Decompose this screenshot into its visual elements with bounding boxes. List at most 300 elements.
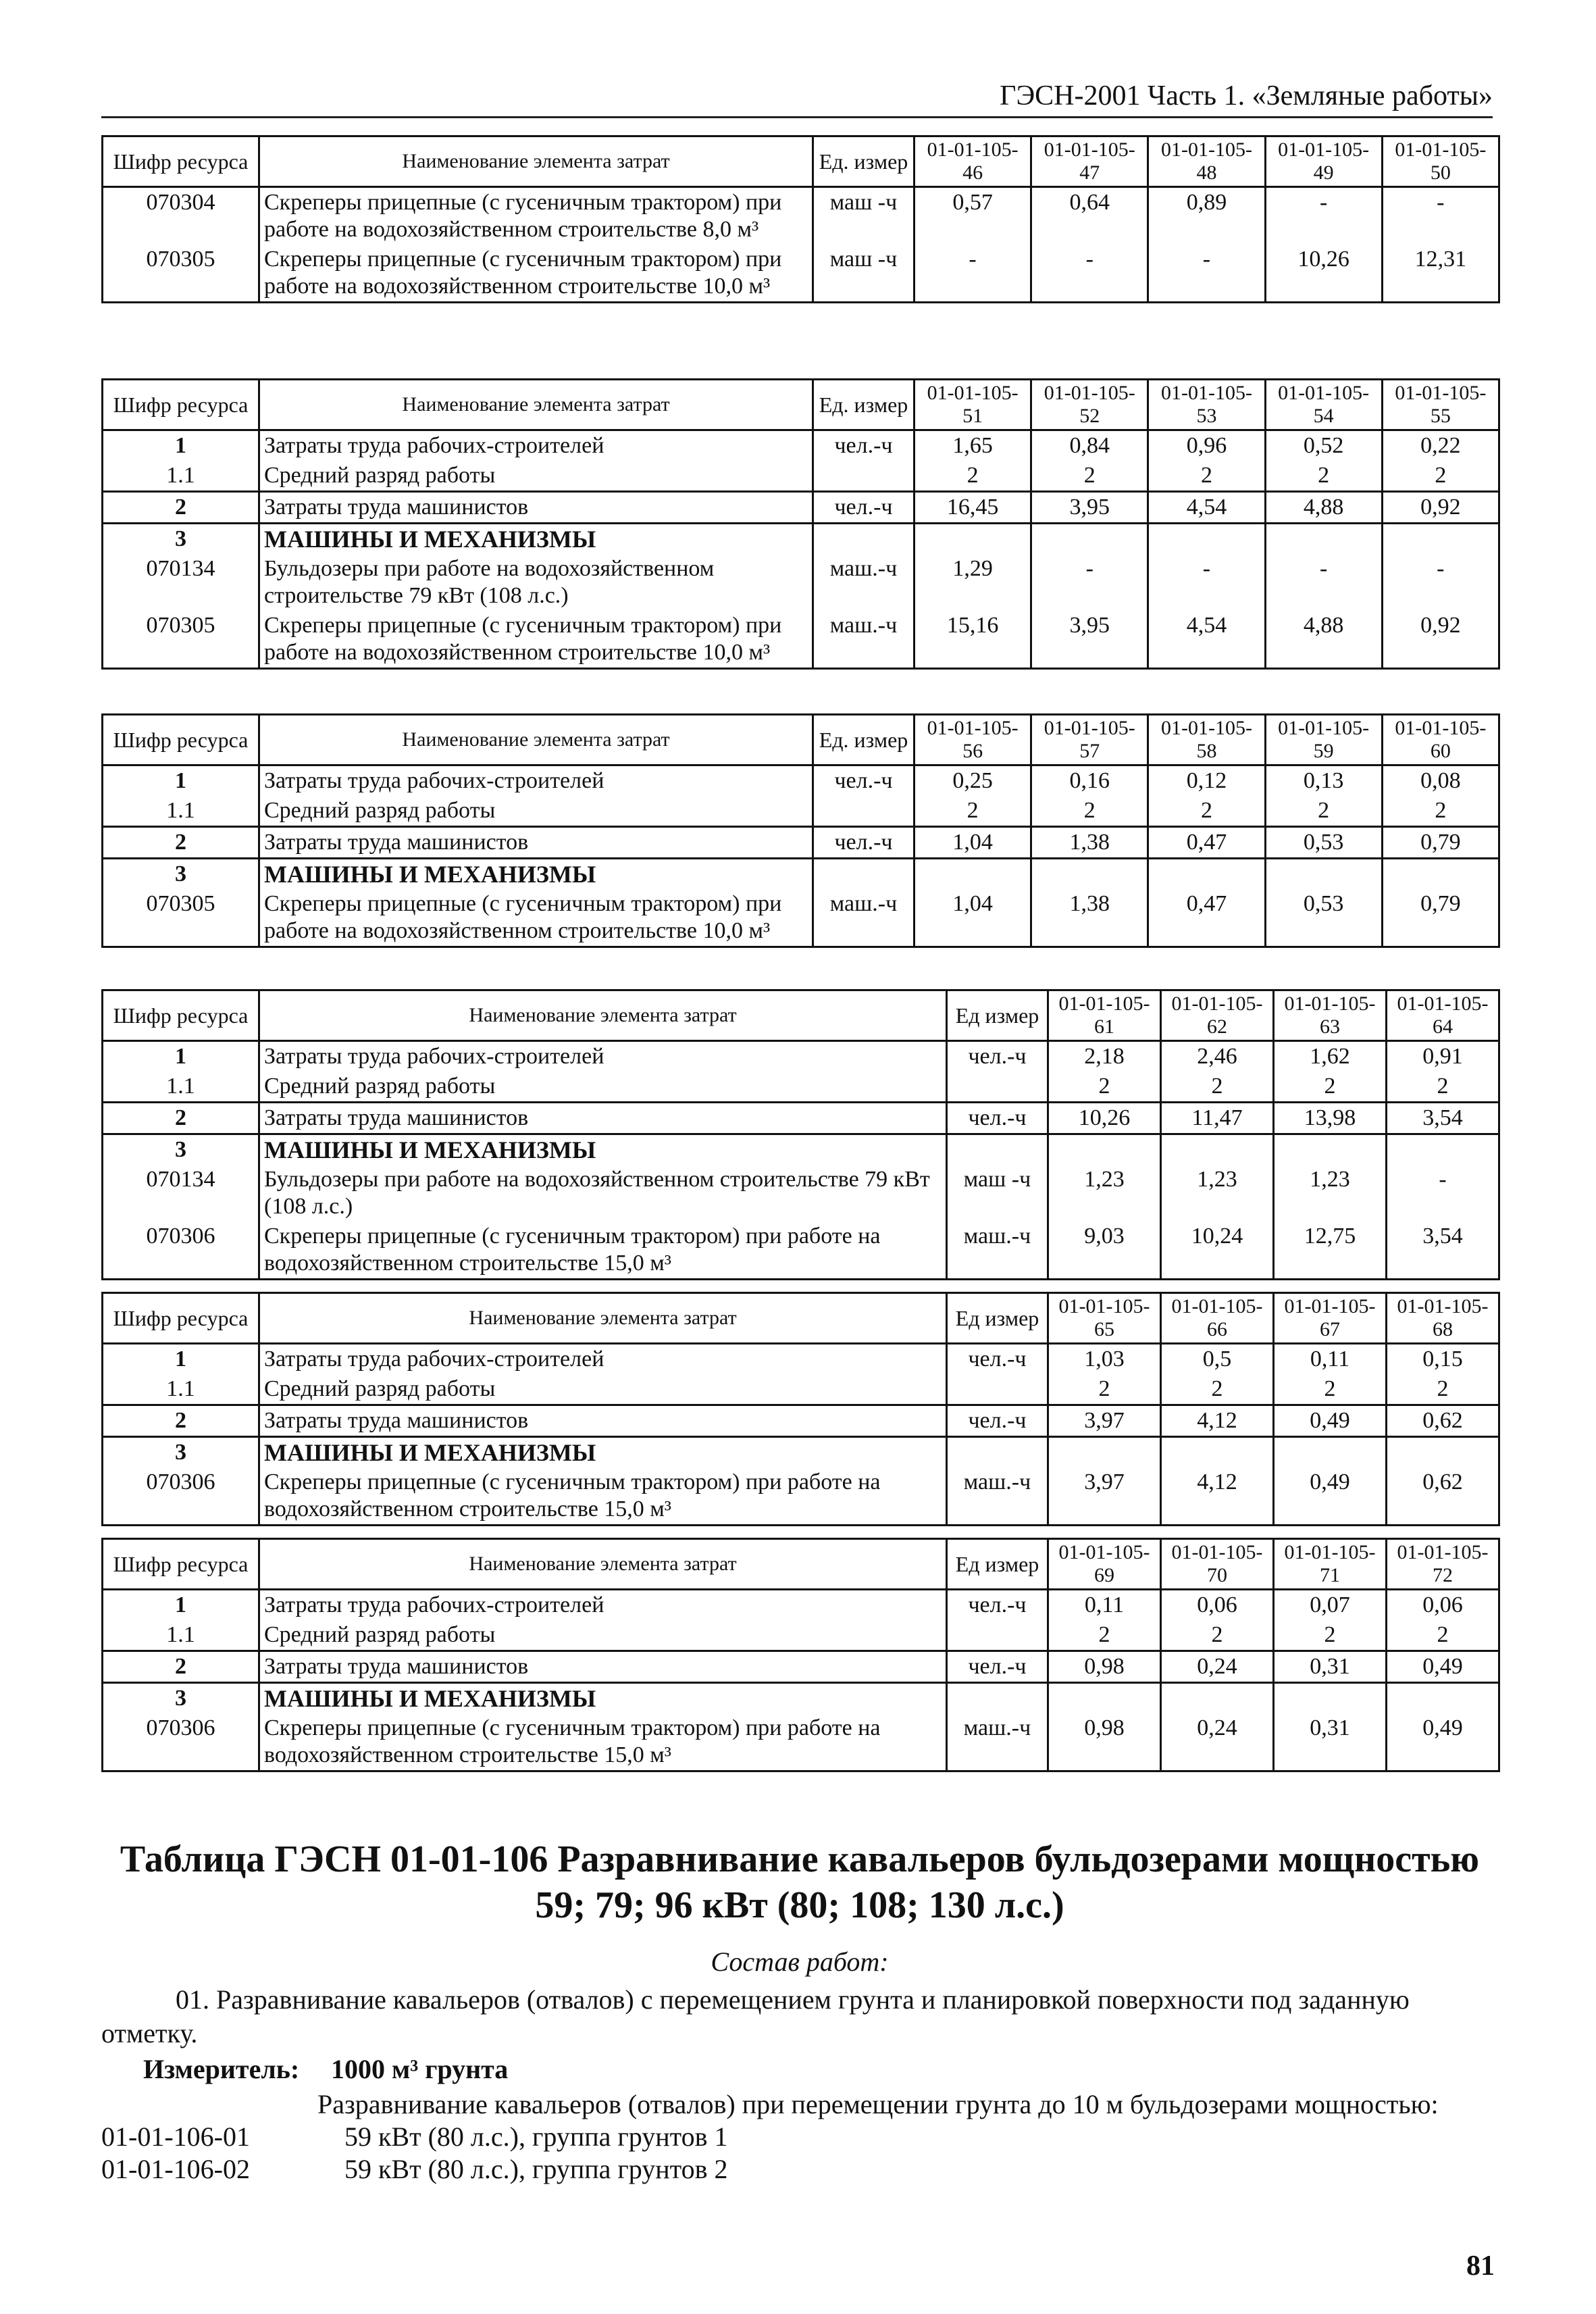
header-norm-code: 01-01-105-67	[1274, 1293, 1387, 1344]
norm-value	[1031, 859, 1148, 890]
section-title: Таблица ГЭСН 01-01-106 Разравнивание кавальеров бульдозерами мощностью 59; 79; 96 кВт (80; 108; 130 л.с.)	[120, 1838, 1480, 1926]
norm-value: 2,18	[1048, 1041, 1161, 1072]
norm-value: 0,47	[1148, 827, 1265, 859]
norm-value: 3,95	[1031, 492, 1148, 524]
table-row	[103, 1651, 1499, 1683]
norm-value: 2	[1048, 1072, 1161, 1103]
resource-table-4	[101, 989, 1500, 1280]
resource-code: 070134	[103, 1165, 259, 1222]
cost-element-name: Средний разряд работы	[259, 796, 813, 827]
resource-code: 3	[103, 859, 259, 890]
norm-value: 0,96	[1148, 430, 1265, 461]
norm-value	[1161, 1134, 1274, 1165]
cost-element-name: МАШИНЫ И МЕХАНИЗМЫ	[259, 859, 813, 890]
norm-value: 3,97	[1048, 1467, 1161, 1526]
measure-label: Измеритель:	[143, 2054, 300, 2084]
table-header-row	[103, 990, 1499, 1041]
norm-value: 0,52	[1265, 430, 1382, 461]
norm-value: 4,12	[1161, 1405, 1274, 1437]
item-code: 01-01-106-02	[101, 2154, 250, 2184]
resource-table-6	[101, 1538, 1500, 1772]
composition-title: Состав работ:	[711, 1946, 889, 1977]
norm-value: 4,54	[1148, 492, 1265, 524]
table-row	[103, 859, 1499, 890]
header-norm-code: 01-01-105-71	[1274, 1539, 1387, 1590]
norm-value: 3,54	[1387, 1222, 1499, 1280]
cost-element-name: Затраты труда машинистов	[259, 1103, 947, 1134]
unit	[813, 524, 915, 555]
unit: чел.-ч	[947, 1590, 1048, 1621]
norm-value: 1,38	[1031, 827, 1148, 859]
header-name: Наименование элемента затрат	[259, 1293, 947, 1344]
norm-value: 0,12	[1148, 765, 1265, 797]
norm-value	[1148, 859, 1265, 890]
unit	[947, 1374, 1048, 1405]
norm-value: 2	[1274, 1072, 1387, 1103]
header-code: Шифр ресурса	[103, 1293, 259, 1344]
norm-value: 0,53	[1265, 889, 1382, 947]
cost-element-name: Скреперы прицепные (с гусеничным трактором) при работе на водохозяйственном строительстве 15,0 м³	[259, 1467, 947, 1526]
item-text: 59 кВт (80 л.с.), группа грунтов 1	[344, 2121, 728, 2152]
norm-value: 0,91	[1387, 1041, 1499, 1072]
header-code: Шифр ресурса	[103, 1539, 259, 1590]
unit	[813, 859, 915, 890]
norm-value: 0,24	[1161, 1713, 1274, 1771]
unit: чел.-ч	[947, 1041, 1048, 1072]
table-header-row	[103, 1539, 1499, 1590]
table-row	[103, 1620, 1499, 1651]
header-norm-code: 01-01-105-58	[1148, 715, 1265, 765]
norm-value: 0,5	[1161, 1344, 1274, 1375]
norm-value: 2	[1387, 1072, 1499, 1103]
norm-value: 4,88	[1265, 492, 1382, 524]
unit: маш.-ч	[813, 611, 915, 669]
cost-element-name: Затраты труда рабочих-строителей	[259, 1344, 947, 1375]
resource-table-5	[101, 1292, 1500, 1526]
table-row	[103, 1165, 1499, 1222]
table-row	[103, 492, 1499, 524]
cost-element-name: Затраты труда рабочих-строителей	[259, 1590, 947, 1621]
norm-value: 2	[1161, 1374, 1274, 1405]
norm-value: 0,07	[1274, 1590, 1387, 1621]
cost-element-name: Затраты труда машинистов	[259, 492, 813, 524]
unit: маш -ч	[813, 245, 915, 303]
table-row	[103, 765, 1499, 797]
unit	[813, 796, 915, 827]
norm-value	[1265, 524, 1382, 555]
norm-value: 11,47	[1161, 1103, 1274, 1134]
norm-value	[1274, 1437, 1387, 1468]
resource-code: 3	[103, 524, 259, 555]
unit	[947, 1620, 1048, 1651]
unit: маш.-ч	[813, 554, 915, 611]
unit: чел.-ч	[947, 1103, 1048, 1134]
table-row	[103, 245, 1499, 303]
resource-table-1	[101, 135, 1500, 303]
norm-value: 0,11	[1274, 1344, 1387, 1375]
cost-element-name: Скреперы прицепные (с гусеничным трактором) при работе на водохозяйственном строительстве 8,0 м³	[259, 187, 813, 245]
header-norm-code: 01-01-105-49	[1265, 136, 1382, 187]
norm-value: 2	[1031, 461, 1148, 492]
norm-value: 0,53	[1265, 827, 1382, 859]
table-row	[103, 1437, 1499, 1468]
norm-value: 0,92	[1382, 611, 1499, 669]
table-row	[103, 1072, 1499, 1103]
cost-element-name: Средний разряд работы	[259, 1072, 947, 1103]
cost-element-name: Скреперы прицепные (с гусеничным трактором) при работе на водохозяйственном строительстве 15,0 м³	[259, 1713, 947, 1771]
norm-value: 0,98	[1048, 1713, 1161, 1771]
norm-value: 2	[1265, 461, 1382, 492]
header-norm-code: 01-01-105-56	[915, 715, 1031, 765]
norm-value: 1,23	[1048, 1165, 1161, 1222]
norm-value: 2	[1161, 1620, 1274, 1651]
norm-value: 0,47	[1148, 889, 1265, 947]
cost-element-name: Затраты труда рабочих-строителей	[259, 430, 813, 461]
norm-value: -	[1148, 245, 1265, 303]
measure-value: 1000 м³ грунта	[331, 2054, 509, 2084]
cost-element-name: МАШИНЫ И МЕХАНИЗМЫ	[259, 524, 813, 555]
header-code: Шифр ресурса	[103, 380, 259, 430]
header-norm-code: 01-01-105-60	[1382, 715, 1499, 765]
norm-value: 0,31	[1274, 1651, 1387, 1683]
norm-value	[1161, 1683, 1274, 1714]
unit: чел.-ч	[813, 827, 915, 859]
norm-value: 3,97	[1048, 1405, 1161, 1437]
unit: маш.-ч	[813, 889, 915, 947]
norm-value	[1265, 859, 1382, 890]
composition-item: 01. Разравнивание кавальеров (отвалов) с перемещением грунта и планировкой поверхности под заданную отметку.	[101, 1984, 1410, 2048]
unit: маш -ч	[813, 187, 915, 245]
cost-element-name: МАШИНЫ И МЕХАНИЗМЫ	[259, 1134, 947, 1165]
header-norm-code: 01-01-105-62	[1161, 990, 1274, 1041]
header-name: Наименование элемента затрат	[259, 715, 813, 765]
resource-code: 1.1	[103, 1072, 259, 1103]
header-norm-code: 01-01-105-55	[1382, 380, 1499, 430]
cost-element-name: Затраты труда рабочих-строителей	[259, 1041, 947, 1072]
table-row	[103, 554, 1499, 611]
table-row	[103, 187, 1499, 245]
table-row	[103, 1374, 1499, 1405]
unit: чел.-ч	[947, 1344, 1048, 1375]
norm-value: 10,26	[1265, 245, 1382, 303]
resource-code: 070305	[103, 245, 259, 303]
norm-value: 2	[1048, 1374, 1161, 1405]
header-unit: Ед. измер	[813, 136, 915, 187]
header-norm-code: 01-01-105-50	[1382, 136, 1499, 187]
resource-code: 1	[103, 430, 259, 461]
resource-code: 3	[103, 1683, 259, 1714]
table-header-row	[103, 380, 1499, 430]
header-norm-code: 01-01-105-69	[1048, 1539, 1161, 1590]
norm-value	[1161, 1437, 1274, 1468]
resource-code: 070306	[103, 1222, 259, 1280]
norm-value: 0,62	[1387, 1467, 1499, 1526]
norm-value: 4,12	[1161, 1467, 1274, 1526]
norm-value: 0,22	[1382, 430, 1499, 461]
header-norm-code: 01-01-105-66	[1161, 1293, 1274, 1344]
norm-value: 0,79	[1382, 889, 1499, 947]
table-header-row	[103, 1293, 1499, 1344]
header-code: Шифр ресурса	[103, 715, 259, 765]
header-norm-code: 01-01-105-53	[1148, 380, 1265, 430]
norm-value: 1,23	[1274, 1165, 1387, 1222]
header-norm-code: 01-01-105-61	[1048, 990, 1161, 1041]
norm-value: -	[915, 245, 1031, 303]
table-row	[103, 889, 1499, 947]
resource-code: 1.1	[103, 1374, 259, 1405]
table-row	[103, 1590, 1499, 1621]
table-header-row	[103, 715, 1499, 765]
resource-code: 070134	[103, 554, 259, 611]
norm-value: 2	[915, 461, 1031, 492]
resource-code: 070304	[103, 187, 259, 245]
resource-code: 1	[103, 765, 259, 797]
table-row	[103, 1103, 1499, 1134]
norm-value: 9,03	[1048, 1222, 1161, 1280]
table-row	[103, 796, 1499, 827]
cost-element-name: Средний разряд работы	[259, 1374, 947, 1405]
norm-value: 0,49	[1274, 1405, 1387, 1437]
norm-value: 0,13	[1265, 765, 1382, 797]
norm-value	[1382, 859, 1499, 890]
norm-value: -	[1387, 1165, 1499, 1222]
norm-value	[1148, 524, 1265, 555]
norm-value	[1048, 1437, 1161, 1468]
resource-code: 3	[103, 1134, 259, 1165]
header-unit: Ед измер	[947, 1293, 1048, 1344]
norm-value: 2	[1382, 461, 1499, 492]
norm-value	[1031, 524, 1148, 555]
norm-value: 2,46	[1161, 1041, 1274, 1072]
norm-value	[1048, 1683, 1161, 1714]
cost-element-name: Скреперы прицепные (с гусеничным трактором) при работе на водохозяйственном строительстве 10,0 м³	[259, 245, 813, 303]
norm-value: 0,16	[1031, 765, 1148, 797]
header-norm-code: 01-01-105-65	[1048, 1293, 1161, 1344]
resource-code: 1.1	[103, 796, 259, 827]
norm-value: 2	[1148, 461, 1265, 492]
table-row	[103, 524, 1499, 555]
norm-value: 16,45	[915, 492, 1031, 524]
header-code: Шифр ресурса	[103, 990, 259, 1041]
header-unit: Ед измер	[947, 1539, 1048, 1590]
header-name: Наименование элемента затрат	[259, 990, 947, 1041]
unit: чел.-ч	[813, 492, 915, 524]
resource-code: 070305	[103, 889, 259, 947]
unit: маш.-ч	[947, 1467, 1048, 1526]
resource-code: 070306	[103, 1713, 259, 1771]
header-name: Наименование элемента затрат	[259, 1539, 947, 1590]
norm-value: 0,57	[915, 187, 1031, 245]
header-norm-code: 01-01-105-46	[915, 136, 1031, 187]
header-norm-code: 01-01-105-70	[1161, 1539, 1274, 1590]
norm-value: 0,24	[1161, 1651, 1274, 1683]
header-unit: Ед. измер	[813, 380, 915, 430]
header-norm-code: 01-01-105-47	[1031, 136, 1148, 187]
norm-value: 0,64	[1031, 187, 1148, 245]
norm-value: 2	[1387, 1620, 1499, 1651]
norm-value: 0,49	[1387, 1651, 1499, 1683]
norm-value: 1,04	[915, 827, 1031, 859]
resource-code: 1.1	[103, 1620, 259, 1651]
norm-value: 0,31	[1274, 1713, 1387, 1771]
norm-value	[1274, 1134, 1387, 1165]
cost-element-name: Бульдозеры при работе на водохозяйственном строительстве 79 кВт (108 л.с.)	[259, 1165, 947, 1222]
cost-element-name: МАШИНЫ И МЕХАНИЗМЫ	[259, 1437, 947, 1468]
resource-code: 1	[103, 1590, 259, 1621]
header-norm-code: 01-01-105-52	[1031, 380, 1148, 430]
cost-element-name: Скреперы прицепные (с гусеничным трактором) при работе на водохозяйственном строительстве 15,0 м³	[259, 1222, 947, 1280]
norm-value: -	[1382, 187, 1499, 245]
table-row	[103, 827, 1499, 859]
table-row	[103, 1134, 1499, 1165]
header-name: Наименование элемента затрат	[259, 380, 813, 430]
cost-element-name: Затраты труда машинистов	[259, 1651, 947, 1683]
norm-value: 2	[1031, 796, 1148, 827]
norm-value: 1,04	[915, 889, 1031, 947]
header-unit: Ед измер	[947, 990, 1048, 1041]
norm-value: 0,08	[1382, 765, 1499, 797]
cost-element-name: Средний разряд работы	[259, 461, 813, 492]
norm-value: 0,89	[1148, 187, 1265, 245]
unit: чел.-ч	[947, 1405, 1048, 1437]
cost-element-name: Скреперы прицепные (с гусеничным трактором) при работе на водохозяйственном строительстве 10,0 м³	[259, 611, 813, 669]
norm-value: 1,38	[1031, 889, 1148, 947]
norm-value	[1382, 524, 1499, 555]
unit	[947, 1437, 1048, 1468]
norm-value: -	[1031, 245, 1148, 303]
norm-value	[1387, 1683, 1499, 1714]
unit: чел.-ч	[813, 430, 915, 461]
table-row	[103, 461, 1499, 492]
norm-value: 0,25	[915, 765, 1031, 797]
page-number: 81	[1466, 2250, 1495, 2282]
norm-value: 1,29	[915, 554, 1031, 611]
norm-value: 12,31	[1382, 245, 1499, 303]
norm-value: 2	[1161, 1072, 1274, 1103]
norm-value: 4,88	[1265, 611, 1382, 669]
norm-value: 2	[915, 796, 1031, 827]
unit	[947, 1134, 1048, 1165]
table-row	[103, 1405, 1499, 1437]
table-row	[103, 611, 1499, 669]
norm-value: 10,24	[1161, 1222, 1274, 1280]
norm-value: 2	[1387, 1374, 1499, 1405]
header-norm-code: 01-01-105-51	[915, 380, 1031, 430]
unit	[947, 1683, 1048, 1714]
item-code: 01-01-106-01	[101, 2121, 250, 2152]
norm-value: 12,75	[1274, 1222, 1387, 1280]
norm-value: 3,95	[1031, 611, 1148, 669]
norm-value	[1048, 1134, 1161, 1165]
norm-value	[915, 859, 1031, 890]
table-row	[103, 430, 1499, 461]
intro-text: Разравнивание кавальеров (отвалов) при перемещении грунта до 10 м бульдозерами мощностью:	[317, 2089, 1439, 2119]
table-row	[103, 1467, 1499, 1526]
norm-value: 0,49	[1387, 1713, 1499, 1771]
cost-element-name: МАШИНЫ И МЕХАНИЗМЫ	[259, 1683, 947, 1714]
resource-code: 070305	[103, 611, 259, 669]
running-header: ГЭСН-2001 Часть 1. «Земляные работы»	[101, 80, 1493, 118]
resource-code: 1.1	[103, 461, 259, 492]
resource-table-2	[101, 378, 1500, 670]
resource-code: 2	[103, 492, 259, 524]
norm-value: 13,98	[1274, 1103, 1387, 1134]
unit	[947, 1072, 1048, 1103]
norm-value: 2	[1048, 1620, 1161, 1651]
cost-element-name: Бульдозеры при работе на водохозяйственном строительстве 79 кВт (108 л.с.)	[259, 554, 813, 611]
resource-code: 2	[103, 827, 259, 859]
norm-value: 0,15	[1387, 1344, 1499, 1375]
norm-value: 0,11	[1048, 1590, 1161, 1621]
header-norm-code: 01-01-105-57	[1031, 715, 1148, 765]
norm-value: 10,26	[1048, 1103, 1161, 1134]
norm-value: 2	[1148, 796, 1265, 827]
header-norm-code: 01-01-105-64	[1387, 990, 1499, 1041]
table-row	[103, 1041, 1499, 1072]
header-norm-code: 01-01-105-68	[1387, 1293, 1499, 1344]
norm-value: 2	[1265, 796, 1382, 827]
norm-value	[915, 524, 1031, 555]
norm-value: 4,54	[1148, 611, 1265, 669]
norm-value: -	[1265, 187, 1382, 245]
norm-value: 0,06	[1161, 1590, 1274, 1621]
norm-value: 1,65	[915, 430, 1031, 461]
header-norm-code: 01-01-105-54	[1265, 380, 1382, 430]
norm-value	[1274, 1683, 1387, 1714]
table-row	[103, 1683, 1499, 1714]
resource-code: 2	[103, 1103, 259, 1134]
header-code: Шифр ресурса	[103, 136, 259, 187]
norm-value: 1,62	[1274, 1041, 1387, 1072]
norm-value	[1387, 1134, 1499, 1165]
unit: маш.-ч	[947, 1713, 1048, 1771]
table-row	[103, 1344, 1499, 1375]
norm-value: 0,92	[1382, 492, 1499, 524]
header-unit: Ед. измер	[813, 715, 915, 765]
norm-value: 1,03	[1048, 1344, 1161, 1375]
cost-element-name: Скреперы прицепные (с гусеничным трактором) при работе на водохозяйственном строительстве 10,0 м³	[259, 889, 813, 947]
resource-code: 2	[103, 1651, 259, 1683]
cost-element-name: Затраты труда машинистов	[259, 827, 813, 859]
unit	[813, 461, 915, 492]
resource-code: 2	[103, 1405, 259, 1437]
unit: маш -ч	[947, 1165, 1048, 1222]
resource-code: 070306	[103, 1467, 259, 1526]
unit: маш.-ч	[947, 1222, 1048, 1280]
header-norm-code: 01-01-105-48	[1148, 136, 1265, 187]
norm-value: -	[1265, 554, 1382, 611]
resource-code: 1	[103, 1041, 259, 1072]
cost-element-name: Затраты труда рабочих-строителей	[259, 765, 813, 797]
unit: чел.-ч	[947, 1651, 1048, 1683]
norm-value: -	[1031, 554, 1148, 611]
norm-value: 15,16	[915, 611, 1031, 669]
norm-value: 2	[1382, 796, 1499, 827]
norm-value: 0,49	[1274, 1467, 1387, 1526]
norm-value: 2	[1274, 1620, 1387, 1651]
header-norm-code: 01-01-105-72	[1387, 1539, 1499, 1590]
norm-value: 0,62	[1387, 1405, 1499, 1437]
norm-value: 2	[1274, 1374, 1387, 1405]
norm-value: 1,23	[1161, 1165, 1274, 1222]
resource-code: 3	[103, 1437, 259, 1468]
item-text: 59 кВт (80 л.с.), группа грунтов 2	[344, 2154, 728, 2184]
header-norm-code: 01-01-105-59	[1265, 715, 1382, 765]
norm-value: 3,54	[1387, 1103, 1499, 1134]
table-row	[103, 1222, 1499, 1280]
unit: чел.-ч	[813, 765, 915, 797]
norm-value: 0,79	[1382, 827, 1499, 859]
